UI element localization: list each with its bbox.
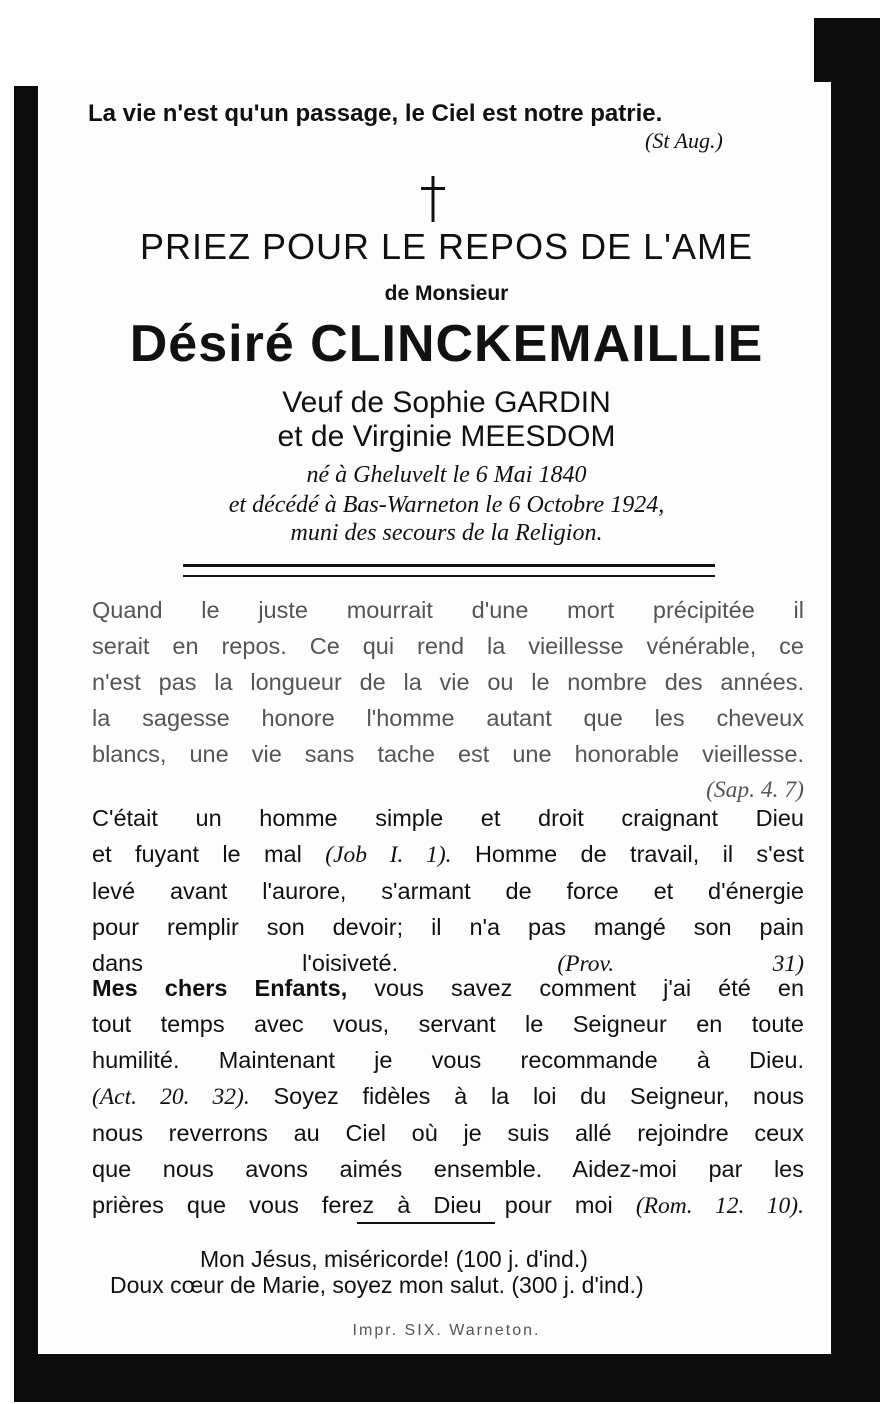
- deceased-name: Désiré CLINCKEMAILLIE: [129, 315, 764, 373]
- scripture-reference: (Rom. 12. 10).: [635, 1193, 804, 1219]
- paragraph-line: la sagesse honore l'homme autant que les cheveux: [92, 705, 804, 731]
- paragraph-line: [92, 970, 804, 1006]
- paragraph-line: blancs, une vie sans tache est une honorable vieillesse.: [92, 741, 804, 767]
- paragraph-line: Quand le juste mourrait d'une mort précipitée il: [92, 597, 804, 623]
- divider-rule: [183, 564, 715, 567]
- paragraph-text: dans l'oisiveté.: [92, 950, 399, 976]
- paragraph-line: nous reverrons au Ciel où je suis allé rejoindre ceux: [92, 1120, 804, 1146]
- rites-line: muni des secours de la Religion.: [290, 520, 603, 546]
- paragraph-text: Homme de travail, il s'est: [474, 841, 805, 867]
- scripture-reference: (Sap. 4. 7): [706, 777, 804, 803]
- spouse-line-2: et de Virginie MEESDOM: [277, 420, 616, 453]
- scripture-reference: (Prov. 31): [557, 951, 805, 977]
- scripture-reference: (Job I. 1).: [325, 842, 452, 868]
- paragraph-line: que nous avons aimés ensemble. Aidez-moi par les: [92, 1156, 804, 1182]
- motto-source: (St Aug.): [645, 128, 723, 153]
- biography-paragraph: [92, 800, 804, 982]
- birth-line: né à Gheluvelt le 6 Mai 1840: [306, 462, 587, 488]
- paragraph-text: et fuyant le mal: [92, 841, 302, 867]
- paragraph-line: [92, 1078, 804, 1115]
- paragraph-text: prières que vous ferez à Dieu pour moi: [92, 1192, 613, 1218]
- paragraph-line: C'était un homme simple et droit craignant Dieu: [92, 805, 804, 831]
- spouse-line-1: Veuf de Sophie GARDIN: [282, 386, 611, 419]
- paragraph-line: pour remplir son devoir; il n'a pas mangé son pain: [92, 914, 804, 940]
- title-subheading: de Monsieur: [384, 282, 509, 305]
- scripture-paragraph-1: [92, 592, 804, 808]
- prayer-line-2: Doux cœur de Marie, soyez mon salut. (300 j. d'ind.): [110, 1272, 644, 1298]
- paragraph-text: Soyez fidèles à la loi du Seigneur, nous: [273, 1083, 805, 1109]
- cross-icon: [418, 176, 448, 222]
- paragraph-line: levé avant l'aurore, s'armant de force et d'énergie: [92, 878, 804, 904]
- short-divider: [357, 1222, 495, 1224]
- paragraph-line: tout temps avec vous, servant le Seigneur en toute: [92, 1011, 804, 1037]
- farewell-lead: Mes chers Enfants,: [92, 975, 348, 1001]
- divider-rule: [183, 575, 715, 577]
- paragraph-text: vous savez comment j'ai été en: [374, 975, 805, 1001]
- paragraph-line: [92, 1187, 804, 1224]
- farewell-paragraph: [92, 970, 804, 1224]
- motto-text: La vie n'est qu'un passage, le Ciel est notre patrie.: [88, 100, 663, 127]
- prayer-line-1: Mon Jésus, miséricorde! (100 j. d'ind.): [200, 1246, 588, 1272]
- paragraph-line: humilité. Maintenant je vous recommande à Dieu.: [92, 1047, 804, 1073]
- death-line: et décédé à Bas-Warneton le 6 Octobre 1924,: [228, 492, 665, 518]
- scripture-reference: (Act. 20. 32).: [92, 1084, 250, 1110]
- paragraph-line: [92, 836, 804, 873]
- printer-imprint: Impr. SIX. Warneton.: [352, 1322, 541, 1339]
- paragraph-line: n'est pas la longueur de la vie ou le nombre des années.: [92, 669, 804, 695]
- prayer-heading: PRIEZ POUR LE REPOS DE L'AME: [139, 226, 754, 267]
- paragraph-line: serait en repos. Ce qui rend la vieillesse vénérable, ce: [92, 633, 804, 659]
